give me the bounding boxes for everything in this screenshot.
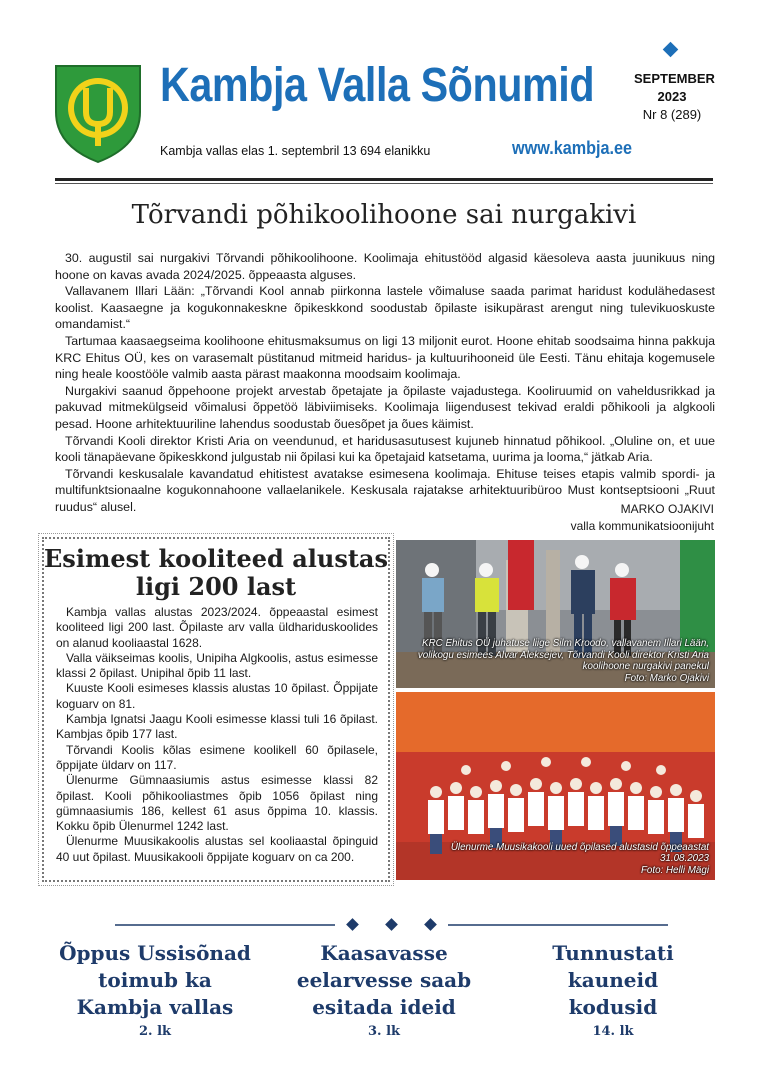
cornerstone-photo	[396, 540, 715, 688]
author-name: MARKO OJAKIVI	[620, 502, 714, 516]
teaser-title-line: Kaasavasse	[320, 941, 448, 965]
photo2-caption	[451, 842, 709, 877]
photo-credit: Foto: Helli Mägi	[640, 864, 709, 876]
caption-line: KRC Ehitus OÜ juhatuse liige Silm Kroodo, vallavanem Illari Lään,	[422, 638, 709, 649]
box-paragraph: Tõrvandi Koolis kõlas esimene koolikell 60 õpilasele, õppijate üldarv on 117.	[56, 742, 378, 772]
teaser-page: 3. lk	[367, 1024, 401, 1039]
box-paragraph: Valla väikseimas koolis, Unipiha Algkoolis, astus esimesse klassi 2 õpilast. Unipihal õpib 11 last.	[56, 650, 378, 681]
teaser-title-line: toimub ka	[98, 968, 212, 992]
ornamental-divider	[115, 918, 668, 932]
teaser-title-line: Tunnustati	[552, 941, 674, 965]
box-paragraph: Kambja vallas alustas 2023/2024. õppeaastal esimest kooliteed ligi 200 last. Õpilaste arv valla üldhariduskoolides on alanud kooliaastal 1628.	[56, 605, 378, 650]
article-paragraph: Vallavanem Illari Lään: „Tõrvandi Kool annab piirkonna lastele võimaluse saada parimat haridust kodulähedasest koolist. Kaasaegne ja kogukonnakeskne õpikeskkond soodustab õpilaste isikupärast arengut ning tulevikuoskuste omandamist.“	[55, 284, 715, 332]
box-headline: Esimest kooliteed alustas ligi 200 last	[44, 544, 388, 601]
article-paragraph: Tartumaa kaasaegseima koolihoone ehitusmaksumus on ligi 13 miljonit eurot. Hoone ehitab soodsaima hinna pakkuja KRC Ehitus OÜ, kes on varasemalt püstitanud mitmeid haridus- ja kultuurihooneid üle Eesti. Tänu ehitaja kogemusele ning heale koostööle valmib aasta pärast maakonna moodsaim koolimaja.	[55, 333, 715, 382]
masthead-rule	[55, 178, 713, 181]
first-school-day-box	[42, 537, 390, 882]
issue-info	[634, 70, 715, 124]
teaser-page: 14. lk	[592, 1024, 634, 1039]
photo1-caption	[418, 638, 709, 684]
diamond-ornament-icon	[663, 42, 679, 58]
box-paragraph: Ülenurme Muusikakoolis alustas sel kooliaastal õpinguid 40 uut õpilast. Muusikakooli õppijate koguarv on ca 200.	[56, 834, 378, 864]
caption-line: volikogu esimees Alvar Aleksejev, Tõrvandi Kooli direktor Kristi Aria	[417, 649, 709, 661]
article-byline	[571, 501, 714, 535]
teaser-title-line: esitada ideid	[312, 995, 456, 1019]
box-paragraph: Kambja Ignatsi Jaagu Kooli esimesse klassi tuli 16 õpilast. Kambjas õpib 177 last.	[56, 712, 378, 742]
teaser-beautiful-homes[interactable]	[513, 940, 713, 1043]
population-tagline: Kambja vallas elas 1. septembril 13 694 elanikku	[160, 144, 431, 158]
teaser-title-line: kauneid	[567, 968, 659, 992]
teaser-page: 2. lk	[138, 1024, 172, 1039]
tuning-fork-crest-icon	[52, 60, 144, 164]
teaser-title-line: kodusid	[568, 995, 658, 1019]
caption-line: koolihoone nurgakivi panekul	[582, 661, 709, 672]
article-paragraph: Tõrvandi keskusalale kavandatud ehitistest avatakse esimesena koolimaja. Ehituse teises etapis valmib spordi- ja multifunktsionaalne kogukonnahoone vallaelanikele. Keskusala rajatakse arhitektuuribüroo Must kontseptsiooni „Ruut ruudus“ alusel.	[55, 466, 715, 514]
teasers-row	[55, 940, 713, 1043]
issue-year: 2023	[657, 89, 687, 104]
box-article-body	[44, 605, 388, 865]
article-paragraph: Nurgakivi saanud õppehoone projekt arvestab õpetajate ja õpilaste vajadustega. Kooliruumid on vaheldusrikkad ja pakuvad mitmekülgseid võimalusi õppetöö läbiviimiseks. Koolimaja liigendusest tekivad eraldi põhikooli ja algkooli pesad. Hoone arhitektuuriline lahendus soodustab õuesõpet ja õues käimist.	[55, 383, 715, 431]
article-paragraph: Tõrvandi Kooli direktor Kristi Aria on veendunud, et haridusasutusest kujuneb hinnatud põhikool. „Oluline on, et uue kooli tänapäevane õpikeskkond julgustab nii õpilasi kui ka õpetajaid katsetama, uurima ja looma,“ jätkab Aria.	[55, 433, 715, 465]
author-role: valla kommunikatsioonijuht	[570, 519, 714, 533]
issue-month: SEPTEMBER	[634, 71, 715, 86]
masthead	[0, 0, 768, 190]
teaser-title-line: eelarvesse saab	[296, 968, 472, 992]
music-school-photo	[396, 692, 715, 880]
box-paragraph: Ülenurme Gümnaasiumis astus esimesse klassi 82 õpilast. Kooli põhikooliastmes õpib 1056 õpilast ning gümnaasiumis 186, kellest 61 asus õppima 10. klassis. Kokku õpib Ülenurmel 1242 last.	[56, 773, 378, 834]
newspaper-title: Kambja Valla Sõnumid	[160, 59, 595, 112]
caption-line: 31.08.2023	[659, 853, 709, 864]
article-paragraph: 30. augustil sai nurgakivi Tõrvandi põhikoolihoone. Koolimaja ehitustööd algasid käesoleva aasta juunikuus ning hoone on kavas avada 2024/2025. õppeaasta alguses.	[55, 251, 715, 282]
teaser-snake-words[interactable]	[55, 940, 255, 1043]
website-link[interactable]: www.kambja.ee	[512, 138, 633, 158]
masthead-rule-thin	[55, 183, 713, 184]
main-article-body	[55, 250, 715, 516]
box-paragraph: Kuuste Kooli esimeses klassis alustas 10 õpilast. Õppijate koguarv on 81.	[56, 681, 378, 711]
teaser-title-line: Kambja vallas	[76, 995, 234, 1019]
teaser-participatory-budget[interactable]	[284, 940, 484, 1043]
caption-line: Ülenurme Muusikakooli uued õpilased alustasid õppeaastat	[450, 841, 709, 853]
teaser-title-line: Õppus Ussisõnad	[59, 941, 251, 965]
issue-number: Nr 8 (289)	[642, 107, 702, 122]
photo-credit: Foto: Marko Ojakivi	[624, 672, 709, 684]
main-headline: Tõrvandi põhikoolihoone sai nurgakivi	[131, 200, 637, 230]
